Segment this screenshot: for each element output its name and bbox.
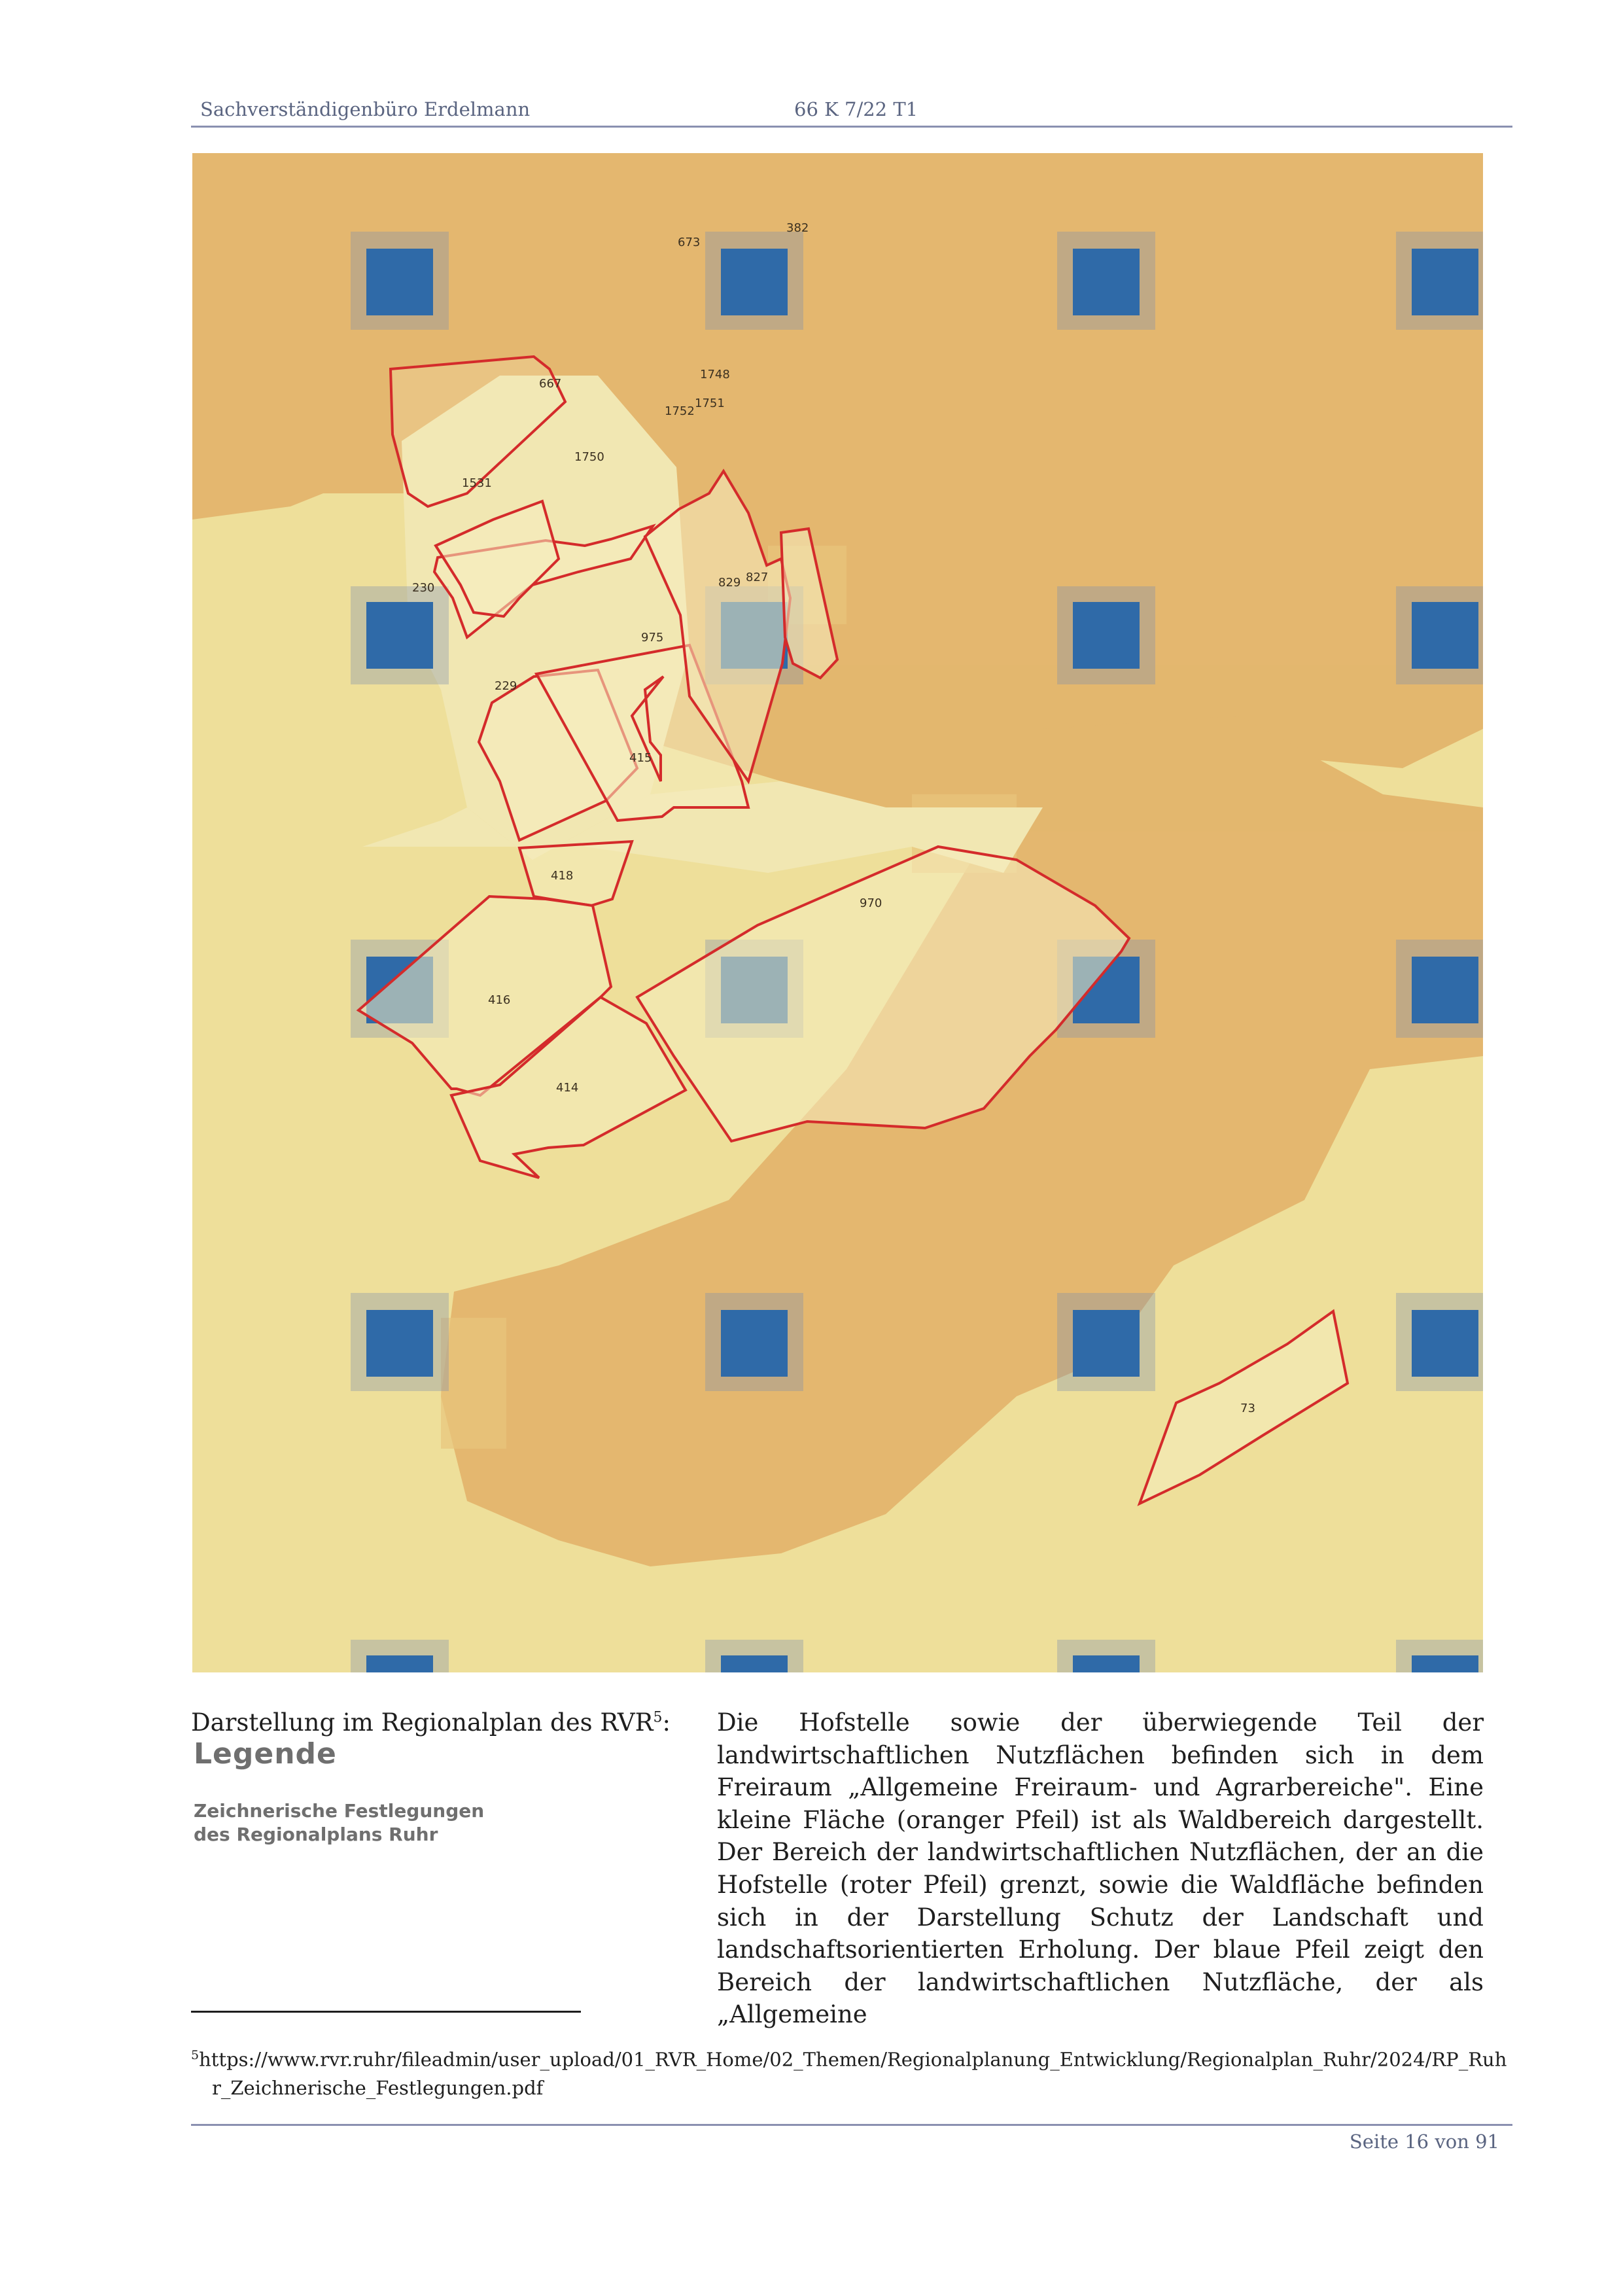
parcel-label-416: 416 [488, 993, 511, 1007]
parcel-label-673: 673 [678, 236, 701, 249]
legend-subtitle-line2: des Regionalplans Ruhr [194, 1824, 438, 1845]
parcel-label-970: 970 [860, 896, 882, 910]
parcel-label-418: 418 [551, 869, 574, 883]
parcel-label-414: 414 [556, 1081, 579, 1095]
caption-footnote-ref[interactable]: 5 [653, 1709, 663, 1726]
footnote-separator [191, 2011, 581, 2013]
parcel-label-1748: 1748 [700, 368, 730, 381]
parcel-label-975: 975 [641, 631, 664, 645]
footer-separator [191, 2124, 1512, 2126]
parcel-label-230: 230 [412, 581, 435, 595]
legend-subtitle [194, 1799, 612, 1846]
legend-subtitle-line1: Zeichnerische Festlegungen [194, 1800, 485, 1822]
header-case-number: 66 K 7/22 T1 [794, 98, 918, 120]
parcel-label-1752: 1752 [665, 404, 695, 418]
body-paragraph: Die Hofstelle sowie der überwiegende Teil der landwirtschaftlichen Nutzflächen befinden sich in dem Freiraum „Allgemeine Freiraum- und Agrarbereiche". Eine kleine Fläche (oranger Pfeil) ist als Waldbereich dargestellt. Der Bereich der landwirtschaftlichen Nutzflächen, der an die Hofstelle (roter Pfeil) grenzt, sowie die Waldfläche befinden sich in der Darstellung Schutz der Landschaft und landschaftsorientierten Erholung. Der blaue Pfeil zeigt den Bereich der landwirtschaftlichen Nutzfläche, der als „Allgemeine [717, 1708, 1484, 2029]
parcel-label-382: 382 [786, 221, 809, 235]
parcel-label-829: 829 [718, 576, 741, 590]
caption-colon: : [662, 1708, 671, 1737]
caption-text: Darstellung im Regionalplan des RVR [191, 1708, 654, 1737]
figure-caption [191, 1708, 671, 1737]
parcel-label-827: 827 [746, 571, 769, 584]
page-number: Seite 16 von 91 [1349, 2130, 1499, 2153]
footnote-url-line1[interactable]: https://www.rvr.ruhr/fileadmin/user_upload/01_RVR_Home/02_Themen/Regionalplanung_Entwicklung/Regionalplan_Ruhr/2024/RP_Ruh [199, 2048, 1507, 2071]
parcel-label-415: 415 [629, 751, 652, 765]
page-header [191, 96, 1512, 128]
legend-title: Legende [194, 1737, 337, 1771]
footnote-url-line2[interactable]: r_Zeichnerische_Festlegungen.pdf [212, 2076, 544, 2099]
parcel-label-667: 667 [539, 377, 562, 391]
regional-plan-map [192, 153, 1483, 1672]
parcel-label-1751: 1751 [695, 397, 725, 410]
parcel-label-73: 73 [1240, 1402, 1255, 1415]
parcel-label-1531: 1531 [462, 476, 492, 490]
parcel-label-229: 229 [495, 679, 517, 693]
header-office-name: Sachverständigenbüro Erdelmann [200, 98, 531, 120]
footnote [191, 2041, 1507, 2102]
parcel-label-1750: 1750 [574, 450, 604, 464]
footnote-number: 5 [191, 2048, 200, 2062]
